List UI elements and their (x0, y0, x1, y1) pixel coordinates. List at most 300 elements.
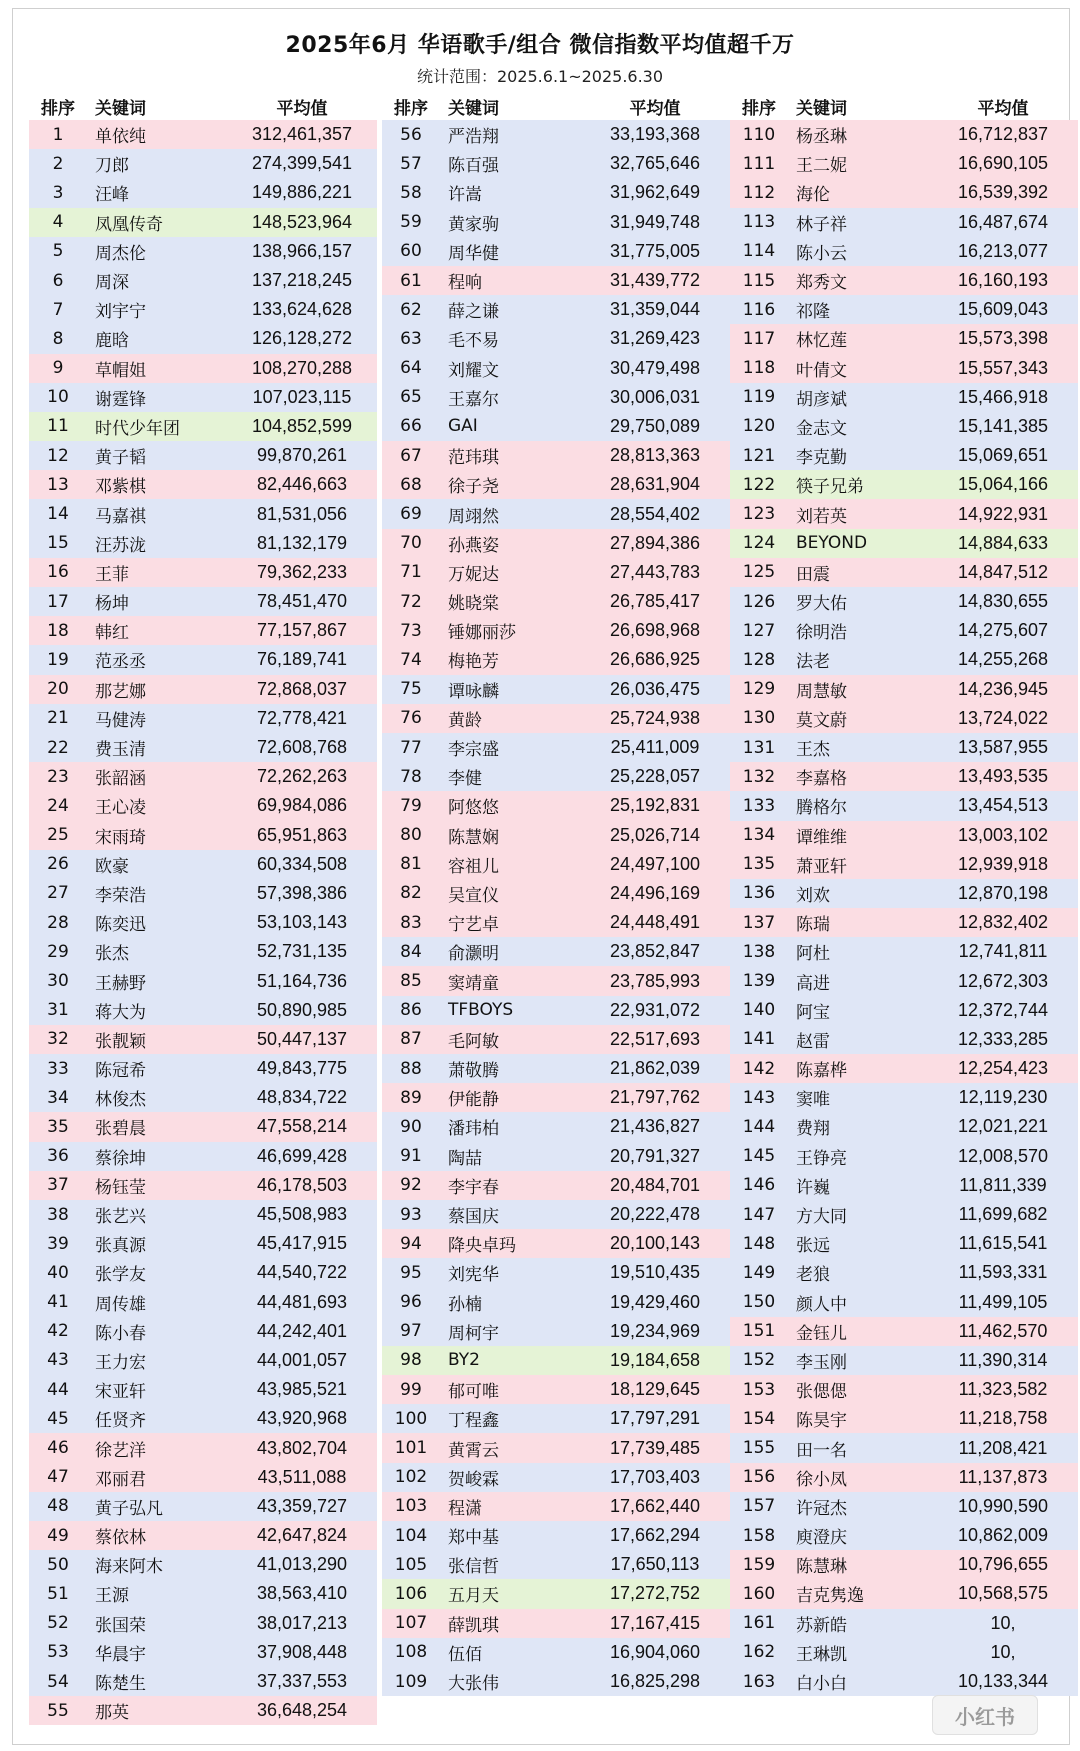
ranking-column-3 (730, 92, 1078, 1696)
average-cell: 16,825,298 (609, 1671, 701, 1692)
table-row (382, 1404, 730, 1433)
rank-cell: 29 (47, 941, 69, 962)
table-row (730, 237, 1078, 266)
rank-cell: 43 (47, 1350, 69, 1371)
average-cell: 43,920,968 (256, 1408, 348, 1429)
keyword-cell: 莫文蔚 (796, 710, 847, 731)
rank-cell: 65 (400, 387, 422, 408)
keyword-cell: 祁隆 (796, 302, 830, 323)
rank-cell: 156 (742, 1467, 776, 1488)
table-row (29, 1404, 377, 1433)
keyword-cell: 陈小春 (95, 1323, 146, 1344)
average-cell: 10, (990, 1612, 1016, 1633)
keyword-cell: 郁可唯 (448, 1382, 499, 1403)
table-row (382, 470, 730, 499)
header-rank: 排序 (394, 98, 428, 119)
table-row (730, 879, 1078, 908)
average-cell: 43,511,088 (257, 1466, 347, 1487)
average-cell: 16,904,060 (609, 1641, 701, 1662)
average-cell: 138,966,157 (251, 240, 353, 261)
average-cell: 14,255,268 (957, 649, 1049, 670)
average-cell: 12,008,570 (957, 1145, 1049, 1166)
keyword-cell: 老狼 (796, 1265, 830, 1286)
average-cell: 31,949,748 (609, 211, 701, 232)
table-row (29, 879, 377, 908)
keyword-cell: 蒋大为 (95, 1002, 146, 1023)
average-cell: 46,699,428 (256, 1145, 348, 1166)
average-cell: 82,446,663 (256, 474, 348, 495)
average-cell: 77,157,867 (256, 620, 348, 641)
average-cell: 15,064,166 (957, 474, 1049, 495)
rank-cell: 69 (400, 504, 422, 525)
keyword-cell: 张艺兴 (95, 1207, 146, 1228)
table-row (382, 383, 730, 412)
rank-cell: 151 (742, 1321, 776, 1342)
keyword-cell: 李宗盛 (448, 740, 499, 761)
rank-cell: 4 (52, 212, 64, 233)
average-cell: 14,830,655 (957, 591, 1049, 612)
keyword-cell: 欧豪 (95, 856, 129, 877)
table-row (29, 908, 377, 937)
average-cell: 57,398,386 (256, 882, 348, 903)
table-row (730, 1258, 1078, 1287)
keyword-cell: 五月天 (448, 1586, 499, 1607)
rank-cell: 103 (394, 1496, 428, 1517)
table-row (730, 266, 1078, 295)
table-row (382, 441, 730, 470)
keyword-cell: 海来阿木 (95, 1557, 163, 1578)
keyword-cell: 黄家驹 (448, 214, 499, 235)
rank-cell: 125 (742, 562, 776, 583)
table-row (730, 295, 1078, 324)
table-row (730, 850, 1078, 879)
table-row (29, 1288, 377, 1317)
rank-cell: 14 (47, 504, 69, 525)
average-cell: 12,672,303 (957, 970, 1049, 991)
rank-cell: 17 (47, 591, 69, 612)
average-cell: 32,765,646 (609, 153, 701, 174)
average-cell: 46,178,503 (256, 1174, 348, 1195)
rank-cell: 130 (742, 708, 776, 729)
table-row (29, 1258, 377, 1287)
rank-cell: 160 (742, 1583, 776, 1604)
keyword-cell: 严浩翔 (448, 127, 499, 148)
table-row (730, 1521, 1078, 1550)
keyword-cell: 张碧晨 (95, 1119, 146, 1140)
table-row (730, 499, 1078, 528)
rank-cell: 2 (52, 153, 64, 174)
average-cell: 24,496,169 (609, 882, 701, 903)
average-cell: 22,931,072 (609, 999, 701, 1020)
keyword-cell: 姚晓棠 (448, 594, 499, 615)
table-row (382, 675, 730, 704)
rank-cell: 79 (400, 795, 422, 816)
table-row (29, 1638, 377, 1667)
keyword-cell: 苏新皓 (796, 1615, 847, 1636)
average-cell: 19,184,658 (609, 1349, 701, 1370)
rank-cell: 54 (47, 1671, 69, 1692)
average-cell: 10,568,575 (957, 1583, 1049, 1604)
table-row (382, 529, 730, 558)
page-title: 2025年6月 华语歌手/组合 微信指数平均值超千万 (285, 33, 795, 58)
rank-cell: 49 (47, 1525, 69, 1546)
table-row (730, 149, 1078, 178)
table-row (382, 412, 730, 441)
keyword-cell: GAI (448, 416, 478, 437)
keyword-cell: 张偲偲 (796, 1382, 847, 1403)
table-row (382, 1112, 730, 1141)
keyword-cell: 鹿晗 (95, 331, 129, 352)
rank-cell: 47 (47, 1467, 69, 1488)
keyword-cell: 筷子兄弟 (796, 477, 864, 498)
rank-cell: 128 (742, 649, 776, 670)
rank-cell: 39 (47, 1233, 69, 1254)
header-average: 平均值 (977, 98, 1029, 119)
average-cell: 11,218,758 (958, 1408, 1048, 1429)
rank-cell: 129 (742, 679, 776, 700)
table-row (730, 441, 1078, 470)
table-row (29, 791, 377, 820)
table-row (29, 499, 377, 528)
table-row (382, 1667, 730, 1696)
rank-cell: 159 (742, 1554, 776, 1575)
table-row (382, 587, 730, 616)
average-cell: 17,167,415 (609, 1612, 701, 1633)
keyword-cell: TFBOYS (448, 1000, 514, 1021)
table-row (730, 1142, 1078, 1171)
table-row (29, 821, 377, 850)
table-row (382, 704, 730, 733)
rank-cell: 6 (52, 270, 64, 291)
average-cell: 104,852,599 (251, 415, 353, 436)
rank-cell: 99 (400, 1379, 422, 1400)
average-cell: 11,323,582 (958, 1379, 1048, 1400)
rank-cell: 53 (47, 1642, 69, 1663)
table-row (29, 1433, 377, 1462)
table-row (730, 1667, 1078, 1696)
keyword-cell: 薛凯琪 (448, 1615, 499, 1636)
average-cell: 12,021,221 (957, 1116, 1049, 1137)
table-row (382, 1288, 730, 1317)
rank-cell: 120 (742, 416, 776, 437)
table-row (730, 1638, 1078, 1667)
rank-cell: 58 (400, 182, 422, 203)
keyword-cell: 张杰 (95, 944, 129, 965)
table-row (382, 1433, 730, 1462)
rank-cell: 5 (52, 241, 64, 262)
average-cell: 24,448,491 (609, 912, 701, 933)
table-row (730, 470, 1078, 499)
average-cell: 16,160,193 (957, 270, 1049, 291)
keyword-cell: 白小白 (796, 1674, 847, 1695)
rank-cell: 34 (47, 1087, 69, 1108)
rank-cell: 68 (400, 474, 422, 495)
keyword-cell: 周深 (95, 273, 129, 294)
table-row (730, 354, 1078, 383)
average-cell: 149,886,221 (251, 182, 353, 203)
table-row (730, 1550, 1078, 1579)
keyword-cell: 周杰伦 (95, 243, 146, 264)
table-row (730, 1200, 1078, 1229)
average-cell: 10, (990, 1641, 1016, 1662)
keyword-cell: 谢霆锋 (95, 389, 146, 410)
table-row (730, 1404, 1078, 1433)
keyword-cell: 王菲 (95, 564, 129, 585)
keyword-cell: 周传雄 (95, 1294, 146, 1315)
table-row (29, 383, 377, 412)
rank-cell: 3 (52, 182, 64, 203)
average-cell: 21,862,039 (609, 1058, 701, 1079)
rank-cell: 144 (742, 1116, 776, 1137)
keyword-cell: 罗大佑 (796, 594, 847, 615)
table-header (29, 92, 377, 120)
average-cell: 274,399,541 (251, 153, 353, 174)
keyword-cell: 大张伟 (448, 1674, 499, 1695)
rank-cell: 140 (742, 1000, 776, 1021)
keyword-cell: 李玉刚 (796, 1352, 847, 1373)
rank-cell: 72 (400, 591, 422, 612)
table-row (29, 762, 377, 791)
keyword-cell: 王力宏 (95, 1352, 146, 1373)
table-row (29, 237, 377, 266)
average-cell: 16,213,077 (957, 240, 1049, 261)
keyword-cell: 陈嘉桦 (796, 1061, 847, 1082)
keyword-cell: 张韶涵 (95, 769, 146, 790)
keyword-cell: 马健涛 (95, 710, 146, 731)
rank-cell: 162 (742, 1642, 776, 1663)
average-cell: 25,411,009 (610, 737, 700, 758)
rank-cell: 109 (394, 1671, 428, 1692)
keyword-cell: 宋亚轩 (95, 1382, 146, 1403)
rank-cell: 135 (742, 854, 776, 875)
average-cell: 20,222,478 (609, 1204, 701, 1225)
table-row (382, 850, 730, 879)
rank-cell: 90 (400, 1116, 422, 1137)
average-cell: 13,454,513 (957, 795, 1049, 816)
keyword-cell: 金志文 (796, 418, 847, 439)
table-row (382, 908, 730, 937)
table-row (730, 616, 1078, 645)
rank-cell: 98 (400, 1350, 422, 1371)
rank-cell: 106 (394, 1583, 428, 1604)
rank-cell: 87 (400, 1029, 422, 1050)
table-row (730, 1492, 1078, 1521)
rank-cell: 56 (400, 124, 422, 145)
rank-cell: 146 (742, 1175, 776, 1196)
table-row (730, 966, 1078, 995)
rank-cell: 158 (742, 1525, 776, 1546)
rank-cell: 138 (742, 941, 776, 962)
average-cell: 14,922,931 (957, 503, 1049, 524)
rank-cell: 28 (47, 912, 69, 933)
rank-cell: 86 (400, 1000, 422, 1021)
rank-cell: 127 (742, 620, 776, 641)
average-cell: 38,017,213 (256, 1612, 348, 1633)
rank-cell: 33 (47, 1058, 69, 1079)
table-row (730, 1083, 1078, 1112)
average-cell: 19,510,435 (609, 1262, 701, 1283)
keyword-cell: 陈楚生 (95, 1674, 146, 1695)
keyword-cell: 草帽姐 (95, 360, 146, 381)
rank-cell: 51 (47, 1583, 69, 1604)
table-row (29, 1492, 377, 1521)
rank-cell: 150 (742, 1292, 776, 1313)
rank-cell: 13 (47, 474, 69, 495)
table-row (382, 762, 730, 791)
page-subtitle: 统计范围：2025.6.1~2025.6.30 (416, 67, 664, 86)
table-row (730, 1171, 1078, 1200)
keyword-cell: 张信哲 (448, 1557, 499, 1578)
rank-cell: 85 (400, 971, 422, 992)
header-rank: 排序 (742, 98, 776, 119)
table-row (29, 1200, 377, 1229)
average-cell: 148,523,964 (251, 211, 353, 232)
keyword-cell: 黄子弘凡 (95, 1498, 163, 1519)
rank-cell: 110 (742, 124, 776, 145)
table-row (382, 499, 730, 528)
keyword-cell: 张学友 (95, 1265, 146, 1286)
average-cell: 53,103,143 (256, 912, 348, 933)
average-cell: 23,785,993 (609, 970, 701, 991)
average-cell: 65,951,863 (256, 824, 348, 845)
keyword-cell: 陈小云 (796, 243, 847, 264)
average-cell: 14,275,607 (957, 620, 1049, 641)
average-cell: 28,631,904 (609, 474, 701, 495)
rank-cell: 62 (400, 299, 422, 320)
average-cell: 12,333,285 (957, 1028, 1049, 1049)
rank-cell: 80 (400, 825, 422, 846)
table-row (29, 412, 377, 441)
rank-cell: 108 (394, 1642, 428, 1663)
keyword-cell: 阿悠悠 (448, 798, 499, 819)
average-cell: 81,132,179 (256, 532, 348, 553)
average-cell: 16,712,837 (957, 124, 1049, 145)
table-row (382, 324, 730, 353)
rank-cell: 141 (742, 1029, 776, 1050)
average-cell: 17,703,403 (609, 1466, 701, 1487)
table-row (382, 1142, 730, 1171)
table-row (730, 324, 1078, 353)
rank-cell: 93 (400, 1204, 422, 1225)
keyword-cell: 刀郎 (95, 156, 129, 177)
rank-cell: 89 (400, 1087, 422, 1108)
rank-cell: 1 (52, 124, 64, 145)
table-row (29, 1696, 377, 1725)
keyword-cell: BY2 (448, 1350, 480, 1371)
rank-cell: 36 (47, 1146, 69, 1167)
keyword-cell: 黄龄 (448, 710, 482, 731)
average-cell: 11,615,541 (958, 1233, 1048, 1254)
average-cell: 12,939,918 (957, 853, 1049, 874)
keyword-cell: 李克勤 (796, 448, 847, 469)
table-row (29, 937, 377, 966)
average-cell: 11,811,339 (959, 1174, 1047, 1195)
keyword-cell: 徐艺洋 (95, 1440, 146, 1461)
average-cell: 17,739,485 (609, 1437, 701, 1458)
rank-cell: 40 (47, 1262, 69, 1283)
table-row (29, 1463, 377, 1492)
table-row (730, 412, 1078, 441)
average-cell: 28,554,402 (609, 503, 701, 524)
average-cell: 133,624,628 (251, 299, 353, 320)
average-cell: 50,447,137 (256, 1028, 348, 1049)
rank-cell: 142 (742, 1058, 776, 1079)
rank-cell: 121 (742, 445, 776, 466)
rank-cell: 32 (47, 1029, 69, 1050)
average-cell: 44,481,693 (256, 1291, 348, 1312)
keyword-cell: 林子祥 (796, 214, 847, 235)
rank-cell: 122 (742, 474, 776, 495)
average-cell: 26,698,968 (609, 620, 701, 641)
rank-cell: 139 (742, 971, 776, 992)
average-cell: 28,813,363 (609, 445, 701, 466)
rank-cell: 74 (400, 649, 422, 670)
average-cell: 26,036,475 (609, 678, 701, 699)
table-row (29, 675, 377, 704)
average-cell: 24,497,100 (609, 853, 701, 874)
rank-cell: 50 (47, 1554, 69, 1575)
table-row (29, 149, 377, 178)
average-cell: 36,648,254 (256, 1700, 348, 1721)
average-cell: 81,531,056 (256, 503, 348, 524)
rank-cell: 149 (742, 1262, 776, 1283)
keyword-cell: 凤凰传奇 (95, 214, 163, 235)
average-cell: 52,731,135 (256, 941, 348, 962)
average-cell: 18,129,645 (609, 1379, 701, 1400)
keyword-cell: 张国荣 (95, 1615, 146, 1636)
keyword-cell: 田震 (796, 564, 830, 585)
rank-cell: 147 (742, 1204, 776, 1225)
rank-cell: 70 (400, 533, 422, 554)
table-row (382, 1317, 730, 1346)
average-cell: 30,006,031 (609, 386, 701, 407)
keyword-cell: 萧敬腾 (448, 1061, 499, 1082)
rank-cell: 18 (47, 620, 69, 641)
rank-cell: 11 (47, 416, 69, 437)
rank-cell: 66 (400, 416, 422, 437)
keyword-cell: 黄霄云 (448, 1440, 499, 1461)
rank-cell: 35 (47, 1116, 69, 1137)
keyword-cell: 陈瑞 (796, 915, 830, 936)
keyword-cell: 邓丽君 (95, 1469, 146, 1490)
table-row (29, 616, 377, 645)
rank-cell: 55 (47, 1700, 69, 1721)
table-row (730, 1025, 1078, 1054)
average-cell: 16,690,105 (957, 153, 1049, 174)
rank-cell: 119 (742, 387, 776, 408)
average-cell: 38,563,410 (256, 1583, 348, 1604)
keyword-cell: 徐明浩 (796, 623, 847, 644)
table-row (382, 1054, 730, 1083)
table-row (382, 266, 730, 295)
table-row (29, 558, 377, 587)
keyword-cell: 程响 (448, 273, 482, 294)
rank-cell: 145 (742, 1146, 776, 1167)
average-cell: 51,164,736 (256, 970, 348, 991)
table-row (382, 1258, 730, 1287)
keyword-cell: 锤娜丽莎 (448, 623, 516, 644)
average-cell: 44,242,401 (256, 1320, 348, 1341)
average-cell: 10,862,009 (957, 1525, 1049, 1546)
rank-cell: 148 (742, 1233, 776, 1254)
rank-cell: 57 (400, 153, 422, 174)
table-row (730, 1579, 1078, 1608)
average-cell: 15,609,043 (957, 299, 1049, 320)
keyword-cell: 方大同 (796, 1207, 847, 1228)
rank-cell: 91 (400, 1146, 422, 1167)
rank-cell: 26 (47, 854, 69, 875)
average-cell: 11,699,682 (958, 1204, 1048, 1225)
